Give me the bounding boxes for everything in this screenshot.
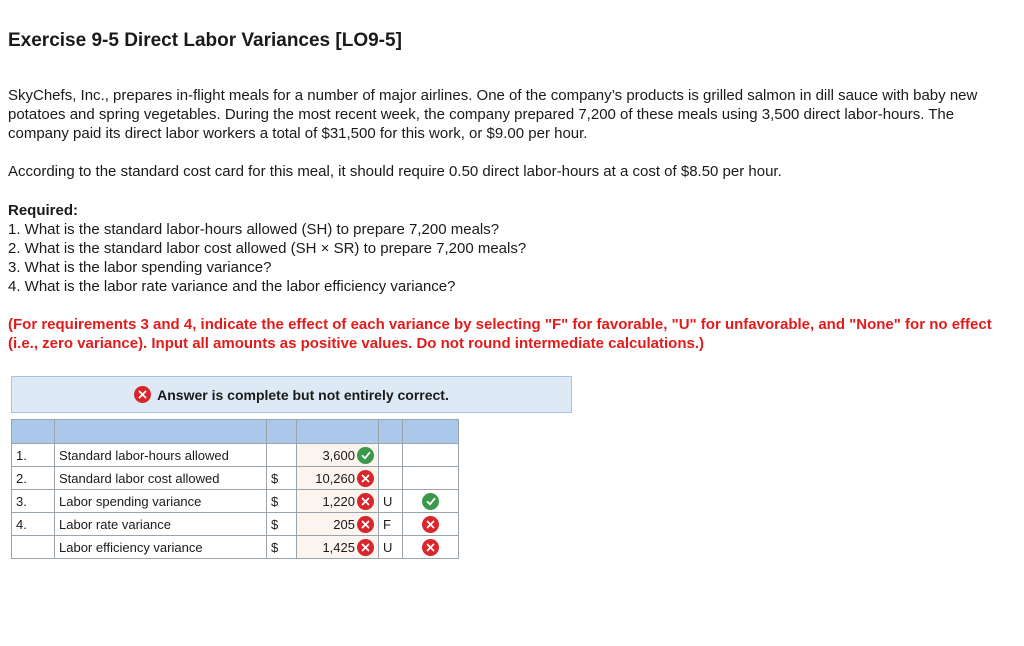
incorrect-icon xyxy=(357,516,374,533)
answer-status-banner xyxy=(11,376,572,413)
standard-cost-paragraph: According to the standard cost card for this meal, it should require 0.50 direct labor-hours at a cost of $8.50 per hour. xyxy=(8,163,782,180)
answer-table xyxy=(11,419,459,559)
table-row xyxy=(12,490,459,513)
effect-select-efficiency[interactable]: U xyxy=(379,536,403,559)
row-number: 1. xyxy=(12,444,55,467)
incorrect-icon xyxy=(422,516,439,533)
dollar-sign: $ xyxy=(267,536,297,559)
problem-paragraph: SkyChefs, Inc., prepares in-flight meals for a number of major airlines. One of the company’s products is grilled salmon in dill sauce with baby new potatoes and spring vegetables. During the most recent week, the company prepared 7,200 of these meals using 3,500 direct labor-hours. The company paid its direct labor workers a total of $31,500 for this work, or $9.00 per hour. xyxy=(8,87,978,142)
incorrect-icon xyxy=(134,386,151,403)
page-title: Exercise 9-5 Direct Labor Variances [LO9-5] xyxy=(8,30,402,51)
effect-select-empty xyxy=(379,444,403,467)
amount-value: 3,600 xyxy=(322,447,355,463)
table-row xyxy=(12,467,459,490)
table-row xyxy=(12,444,459,467)
amount-value: 1,425 xyxy=(322,539,355,555)
row-label: Labor rate variance xyxy=(55,513,267,536)
amount-value: 10,260 xyxy=(315,470,355,486)
row-label: Labor spending variance xyxy=(55,490,267,513)
amount-input-spending-variance[interactable] xyxy=(297,490,379,513)
incorrect-icon xyxy=(357,493,374,510)
row-label: Standard labor-hours allowed xyxy=(55,444,267,467)
correct-check-icon xyxy=(357,447,374,464)
correct-check-icon xyxy=(422,493,439,510)
amount-input-efficiency-variance[interactable] xyxy=(297,536,379,559)
row-label: Standard labor cost allowed xyxy=(55,467,267,490)
banner-text: Answer is complete but not entirely correct. xyxy=(157,386,449,403)
required-item-4: 4. What is the labor rate variance and the labor efficiency variance? xyxy=(8,278,456,295)
required-item-1: 1. What is the standard labor-hours allowed (SH) to prepare 7,200 meals? xyxy=(8,221,500,238)
table-header-row xyxy=(12,420,459,444)
dollar-sign xyxy=(267,444,297,467)
effect-select-rate[interactable]: F xyxy=(379,513,403,536)
table-row xyxy=(12,513,459,536)
row-label: Labor efficiency variance xyxy=(55,536,267,559)
required-section xyxy=(8,201,526,296)
required-item-2: 2. What is the standard labor cost allowed (SH × SR) to prepare 7,200 meals? xyxy=(8,240,527,257)
instruction-text: (For requirements 3 and 4, indicate the effect of each variance by selecting "F" for favorable, "U" for unfavorable, and "None" for no effect (i.e., zero variance). Input all amounts as positive values. Do not round intermediate calculations.) xyxy=(8,316,992,352)
required-heading: Required: xyxy=(8,202,79,219)
effect-select-spending[interactable]: U xyxy=(379,490,403,513)
row-number: 2. xyxy=(12,467,55,490)
row-number xyxy=(12,536,55,559)
table-row xyxy=(12,536,459,559)
incorrect-icon xyxy=(357,539,374,556)
amount-value: 1,220 xyxy=(322,493,355,509)
dollar-sign: $ xyxy=(267,467,297,490)
incorrect-icon xyxy=(422,539,439,556)
amount-value: 205 xyxy=(333,516,355,532)
dollar-sign: $ xyxy=(267,490,297,513)
amount-input-std-hours[interactable] xyxy=(297,444,379,467)
required-item-3: 3. What is the labor spending variance? xyxy=(8,259,272,276)
row-number: 4. xyxy=(12,513,55,536)
dollar-sign: $ xyxy=(267,513,297,536)
incorrect-icon xyxy=(357,470,374,487)
row-number: 3. xyxy=(12,490,55,513)
amount-input-std-cost[interactable] xyxy=(297,467,379,490)
effect-select-empty xyxy=(379,467,403,490)
amount-input-rate-variance[interactable] xyxy=(297,513,379,536)
